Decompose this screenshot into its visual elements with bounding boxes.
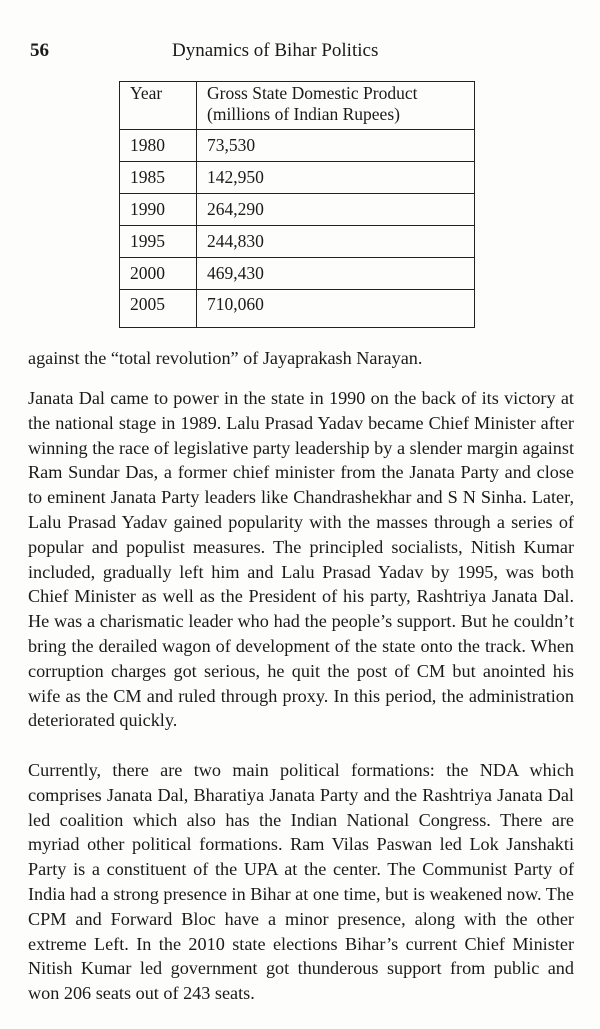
gsdp-cell: 264,290 <box>197 193 475 225</box>
gsdp-cell: 142,950 <box>197 161 475 193</box>
table-row <box>120 289 475 327</box>
year-cell: 1990 <box>120 193 197 225</box>
table-row <box>120 129 475 161</box>
gsdp-cell: 710,060 <box>197 289 475 327</box>
gsdp-cell: 244,830 <box>197 225 475 257</box>
paragraph-continuation: against the “total revolution” of Jayaprakash Narayan. <box>28 348 423 368</box>
year-cell: 2000 <box>120 257 197 289</box>
table-row <box>120 257 475 289</box>
year-cell: 1995 <box>120 225 197 257</box>
gsdp-cell: 469,430 <box>197 257 475 289</box>
year-cell: 1980 <box>120 129 197 161</box>
column-header-gsdp: Gross State Domestic Product (millions of Indian Rupees) <box>197 82 475 130</box>
gsdp-table <box>119 81 475 328</box>
table-row <box>120 161 475 193</box>
year-cell: 1985 <box>120 161 197 193</box>
paragraph-current-formations: Currently, there are two main political formations: the NDA which comprises Janata Dal, Bharatiya Janata Party and the Rashtriya Janata Dal led coalition which also has the Indian National Congress. There are myriad other political formations. Ram Vilas Paswan led Lok Janshakti Party is a constituent of the UPA at the center. The Communist Party of India had a strong presence in Bihar at one time, but is weakened now. The CPM and Forward Bloc have a minor presence, along with the other extreme Left. In the 2010 state elections Bihar’s current Chief Minister Nitish Kumar led government got thunderous support from public and won 206 seats out of 243 seats. <box>28 760 574 1004</box>
year-cell: 2005 <box>120 289 197 327</box>
page-number: 56 <box>30 40 49 61</box>
table-header-row <box>120 82 475 130</box>
table-row <box>120 225 475 257</box>
running-title: Dynamics of Bihar Politics <box>172 40 379 61</box>
column-header-year: Year <box>120 82 197 130</box>
table-row <box>120 193 475 225</box>
gsdp-cell: 73,530 <box>197 129 475 161</box>
paragraph-janata-dal: Janata Dal came to power in the state in 1990 on the back of its victory at the national stage in 1989. Lalu Prasad Yadav became Chief Minister after winning the race of legislative party leadership by a slender margin against Ram Sundar Das, a former chief minister from the Janata Party and close to eminent Janata Party leaders like Chandrashekhar and S N Sinha. Later, Lalu Prasad Yadav gained popularity with the masses through a series of popular and populist measures. The principled socialists, Nitish Kumar included, gradually left him and Lalu Prasad Yadav by 1995, was both Chief Minister as well as the President of his party, Rashtriya Janata Dal. He was a charismatic leader who had the people’s support. But he couldn’t bring the derailed wagon of development of the state onto the track. When corruption charges got serious, he quit the post of CM but anointed his wife as the CM and ruled through proxy. In this period, the administration deteriorated quickly. <box>28 388 574 731</box>
